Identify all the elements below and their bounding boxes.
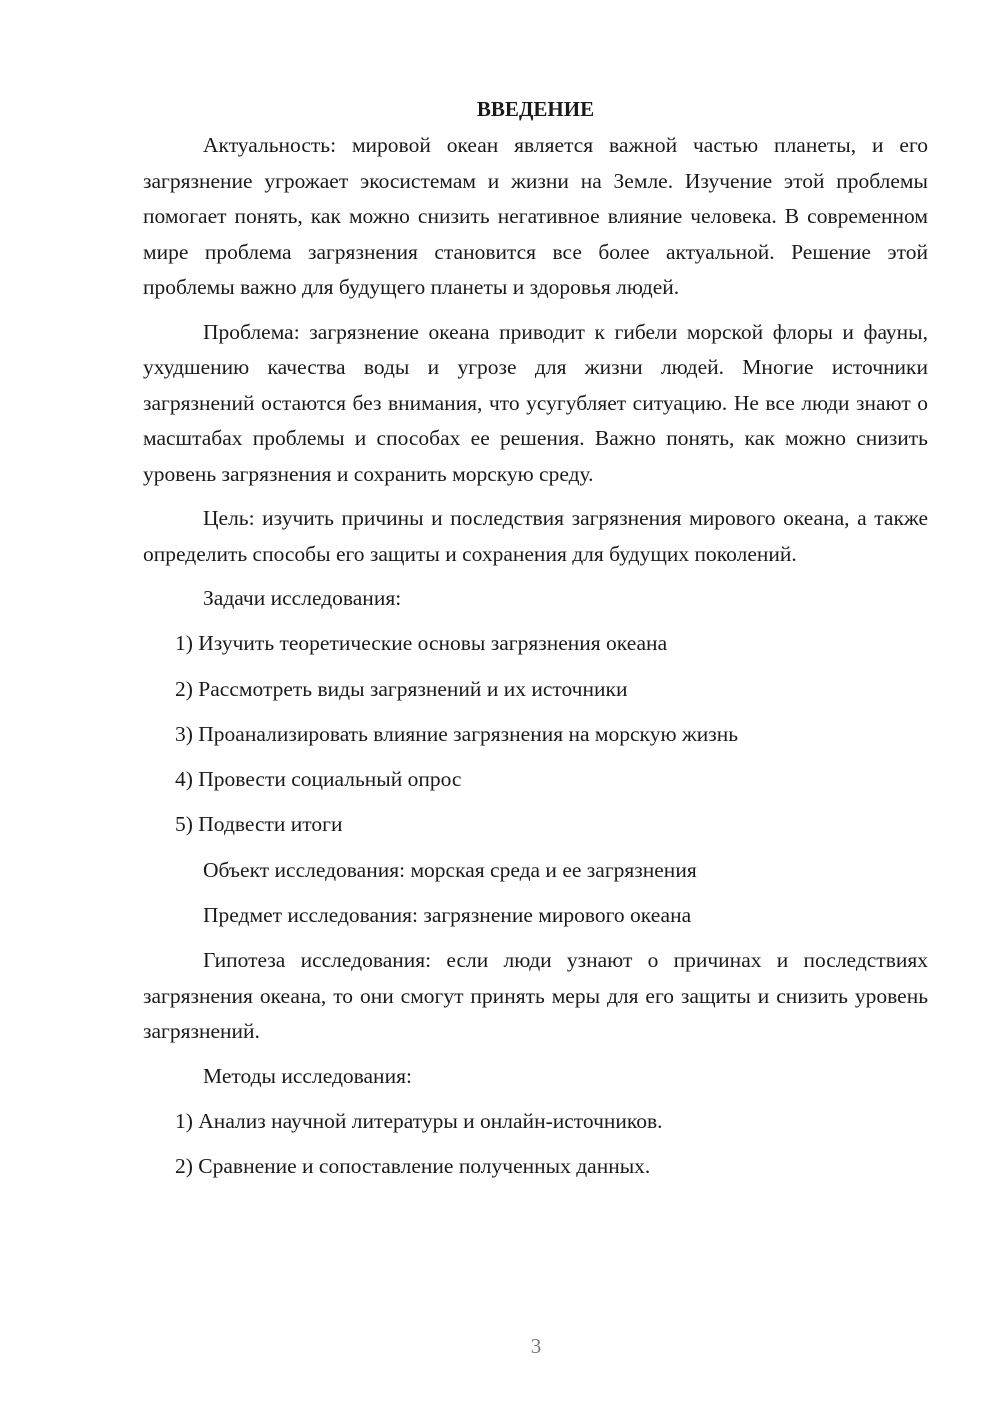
list-item: 2) Сравнение и сопоставление полученных данных. [175,1154,651,1179]
document-page [143,92,928,1195]
list-item: 3) Проанализировать влияние загрязнения на морскую жизнь [175,721,739,746]
methods-heading: Методы исследования: [203,1063,412,1088]
section-title: ВВЕДЕНИЕ [476,97,595,121]
list-item: 2) Рассмотреть виды загрязнений и их источники [175,676,628,701]
goal-paragraph: Цель: изучить причины и последствия загрязнения мирового океана, а также определить способы его защиты и сохранения для будущих поколений. [143,506,928,566]
subject-line: Предмет исследования: загрязнение мирового океана [203,903,692,928]
tasks-list [143,626,928,852]
list-item: 1) Анализ научной литературы и онлайн-источников. [175,1109,663,1134]
list-item: 1) Изучить теоретические основы загрязнения океана [175,631,668,656]
list-item: 4) Провести социальный опрос [175,767,462,792]
problem-paragraph: Проблема: загрязнение океана приводит к гибели морской флоры и фауны, ухудшению качества воды и угрозе для жизни людей. Многие источники загрязнений остаются без внимания, что усугубляет ситуацию. Не все люди знают о масштабах проблемы и способах ее решения. Важно понять, как можно снизить уровень загрязнения и сохранить морскую среду. [143,319,928,486]
object-line: Объект исследования: морская среда и ее загрязнения [203,857,697,882]
methods-list [143,1104,928,1195]
relevance-paragraph: Актуальность: мировой океан является важной частью планеты, и его загрязнение угрожает экосистемам и жизни на Земле. Изучение этой проблемы помогает понять, как можно снизить негативное влияние человека. В современном мире проблема загрязнения становится все более актуальной. Решение этой проблемы важно для будущего планеты и здоровья людей. [143,133,928,299]
tasks-heading: Задачи исследования: [203,586,402,610]
list-item: 5) Подвести итоги [175,812,343,837]
hypothesis-paragraph: Гипотеза исследования: если люди узнают о причинах и последствиях загрязнения океана, то они смогут принять меры для его защиты и снизить уровень загрязнений. [143,948,928,1044]
page-number: 3 [530,1334,542,1358]
